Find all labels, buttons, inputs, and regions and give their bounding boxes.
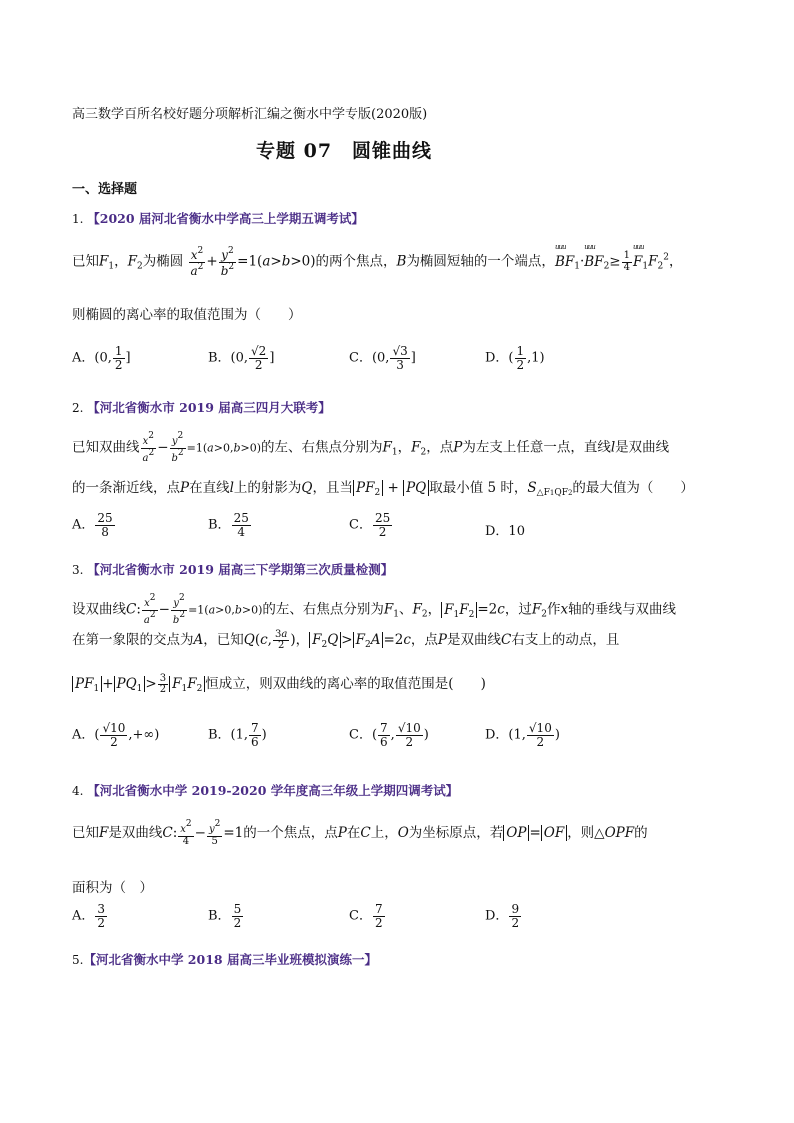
question-4-header: 4. 【河北省衡水中学 2019-2020 学年度高三年级上学期四调考试】 <box>72 783 459 798</box>
question-3-option-a[interactable]: A．( $\frac{√10}{2}$ ,+∞) <box>72 721 160 749</box>
question-1-option-b[interactable]: B．(0, $\frac{√2}{2}$ ] <box>208 344 275 372</box>
question-3-option-b[interactable]: B．(1, $\frac{7}{6}$ ) <box>208 721 267 749</box>
question-1-line-2: 则椭圆的离心率的取值范围为（ ） <box>72 307 302 323</box>
question-3-source: 【河北省衡水市 2019 届高三下学期第三次质量检测】 <box>87 562 394 577</box>
question-3-option-c[interactable]: C．( $\frac{7}{6}$ , $\frac{√10}{2}$ ) <box>349 721 429 749</box>
question-4-option-d[interactable]: D． $\frac{9}{2}$ <box>485 902 520 930</box>
question-4-option-b[interactable]: B． $\frac{5}{2}$ <box>208 902 242 930</box>
question-4-source: 【河北省衡水中学 2019-2020 学年度高三年级上学期四调考试】 <box>87 783 459 798</box>
question-5-header: 5.【河北省衡水中学 2018 届高三毕业班模拟演练一】 <box>72 952 377 967</box>
question-1-option-c[interactable]: C．(0, $\frac{√3}{3}$ ] <box>349 344 416 372</box>
question-2-option-a[interactable]: A． $\frac{25}{8}$ <box>72 511 113 539</box>
question-3-line-2: 在第一象限的交点为A，已知Q(c, $\frac{3a}{2}$ )， $F_2Q > F_2A =2c$，点P是双曲线C右支上的动点，且 <box>72 628 620 651</box>
question-5-source: 【河北省衡水中学 2018 届高三毕业班模拟演练一】 <box>83 952 377 967</box>
question-3-line-3: $PF_1 + PQ_1$ > $\frac{3}{2}$ $F_1F_2$ 恒成立，则双曲线的离心率的取值范围是( ) <box>72 672 486 696</box>
question-2-line-2: 的一条渐近线，点P在直线l上的射影为Q，且当 $PF_2$ + PQ 取最小值 5 时，$S_{\triangle F1QF2}$的最大值为（ ） <box>72 480 694 498</box>
question-2-source: 【河北省衡水市 2019 届高三四月大联考】 <box>87 400 331 415</box>
question-4-line-2: 面积为（ ） <box>72 880 153 896</box>
question-3-option-d[interactable]: D．(1, $\frac{√10}{2}$ ) <box>485 721 560 749</box>
question-3-header: 3. 【河北省衡水市 2019 届高三下学期第三次质量检测】 <box>72 562 394 577</box>
question-2-option-b[interactable]: B． $\frac{25}{4}$ <box>208 511 249 539</box>
question-4-line-1: 已知F是双曲线C: $\frac{x2}{4}$ − $\frac{y2}{5}$ =1的一个焦点，点P在C上，O为坐标原点，若 OP = OF ，则△OPF的 <box>72 819 648 847</box>
page-title: 专题 07 圆锥曲线 <box>256 140 433 162</box>
question-1-source: 【2020 届河北省衡水中学高三上学期五调考试】 <box>87 211 364 226</box>
question-2-line-1: 已知双曲线 $\frac{x2}{a2}$ − $\frac{y2}{b2}$ =1(a>0,b>0)的左、右焦点分别为$F_1$，$F_2$，点P为左支上任意一点，直线l是双曲线 <box>72 431 670 464</box>
question-1-line-1: 已知$F_1$，$F_2$为椭圆 $\frac{x^2}{a^2}$ + $\frac{y^2}{b^2}$ =1(a>b>0)的两个焦点，B为椭圆短轴的一个端点，uuu $BF_1\cdot uuu$ $BF_2\ge$ $\frac{1}{4}$ uuu $F_1F_2^2$， <box>72 247 682 277</box>
question-2-option-d[interactable]: D．10 <box>485 524 525 539</box>
question-3-line-1: 设双曲线C: $\frac{x2}{a2}$ − $\frac{y2}{b2}$ =1(a>0,b>0)的左、右焦点分别为$F_1$、$F_2$， $F_1F_2 =2c$，过$F_2$作x轴的垂线与双曲线 <box>72 593 677 626</box>
question-4-option-a[interactable]: A． $\frac{3}{2}$ <box>72 902 106 930</box>
question-1-option-a[interactable]: A．(0, $\frac{1}{2}$ ] <box>72 344 131 372</box>
series-header: 高三数学百所名校好题分项解析汇编之衡水中学专版(2020版) <box>72 107 428 122</box>
section-heading: 一、选择题 <box>72 182 138 197</box>
question-2-header: 2. 【河北省衡水市 2019 届高三四月大联考】 <box>72 400 331 415</box>
question-1-option-d[interactable]: D．( $\frac{1}{2}$ ,1) <box>485 344 545 372</box>
question-1-header: 1. 【2020 届河北省衡水中学高三上学期五调考试】 <box>72 211 364 226</box>
question-2-option-c[interactable]: C． $\frac{25}{2}$ <box>349 511 391 539</box>
question-4-option-c[interactable]: C． $\frac{7}{2}$ <box>349 902 383 930</box>
